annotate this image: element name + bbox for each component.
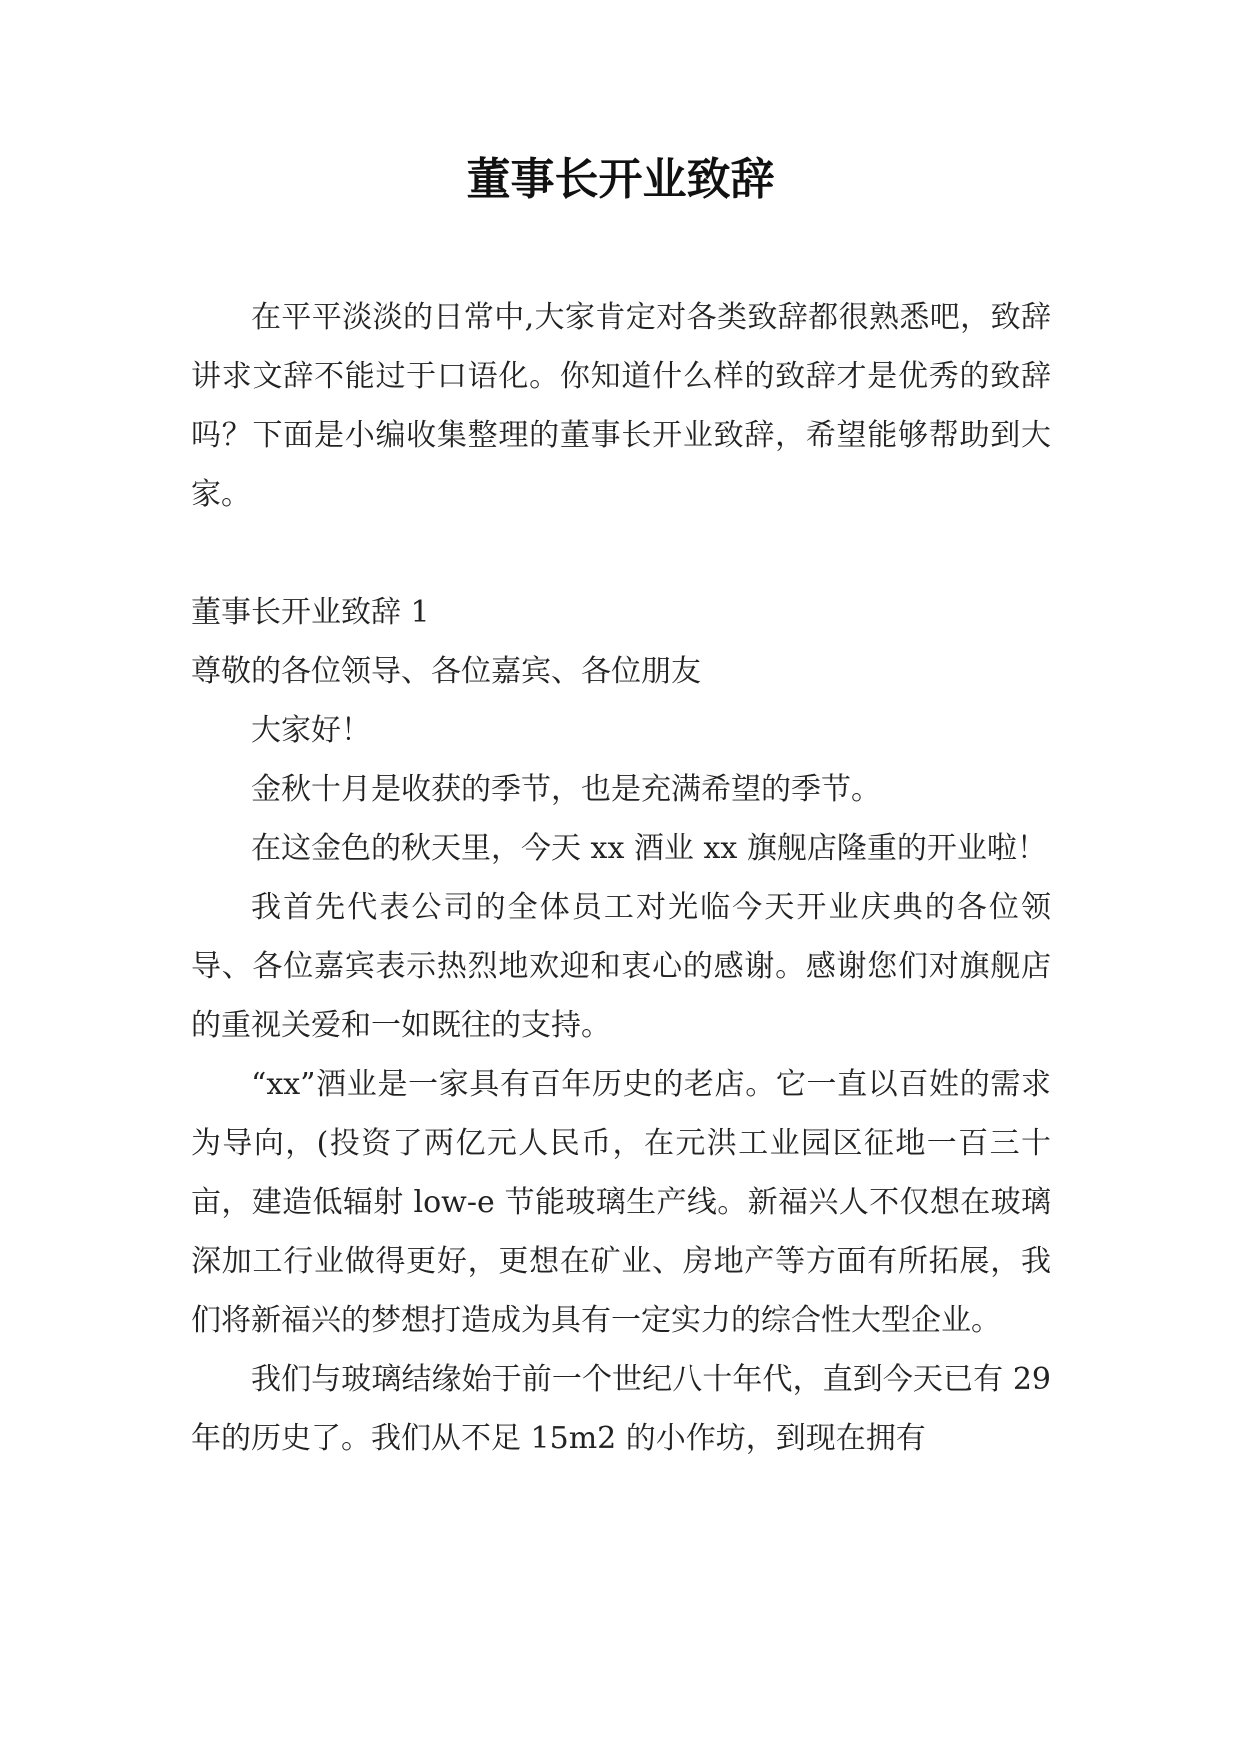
paragraph-spacer (191, 524, 1051, 583)
body-paragraph: 我首先代表公司的全体员工对光临今天开业庆典的各位领导、各位嘉宾表示热烈地欢迎和衷心的感谢。感谢您们对旗舰店的重视关爱和一如既往的支持。 (191, 890, 1051, 1043)
body-paragraph: 大家好！ (251, 713, 371, 748)
intro-paragraph: 在平平淡淡的日常中,大家肯定对各类致辞都很熟悉吧，致辞讲求文辞不能过于口语化。你知道什么样的致辞才是优秀的致辞吗？下面是小编收集整理的董事长开业致辞，希望能够帮助到大家。 (191, 300, 1051, 512)
section-heading: 董事长开业致辞 1 (191, 595, 430, 630)
body-paragraph: “xx”酒业是一家具有百年历史的老店。它一直以百姓的需求为导向，(投资了两亿元人民币，在元洪工业园区征地一百三十亩，建造低辐射 low-e 节能玻璃生产线。新福兴人不仅想在玻璃深加工行业做得更好，更想在矿业、房地产等方面有所拓展，我们将新福兴的梦想打造成为具有一定实力的综合性大型企业。 (191, 1067, 1051, 1338)
body-paragraph: 金秋十月是收获的季节，也是充满希望的季节。 (251, 772, 881, 807)
salutation: 尊敬的各位领导、各位嘉宾、各位朋友 (191, 654, 701, 689)
document-title: 董事长开业致辞 (466, 154, 775, 205)
body-paragraph: 我们与玻璃结缘始于前一个世纪八十年代，直到今天已有 29 年的历史了。我们从不足 15m2 的小作坊，到现在拥有 (191, 1362, 1051, 1456)
body-paragraph: 在这金色的秋天里，今天 xx 酒业 xx 旗舰店隆重的开业啦！ (251, 831, 1047, 866)
document-body (191, 288, 1051, 1468)
